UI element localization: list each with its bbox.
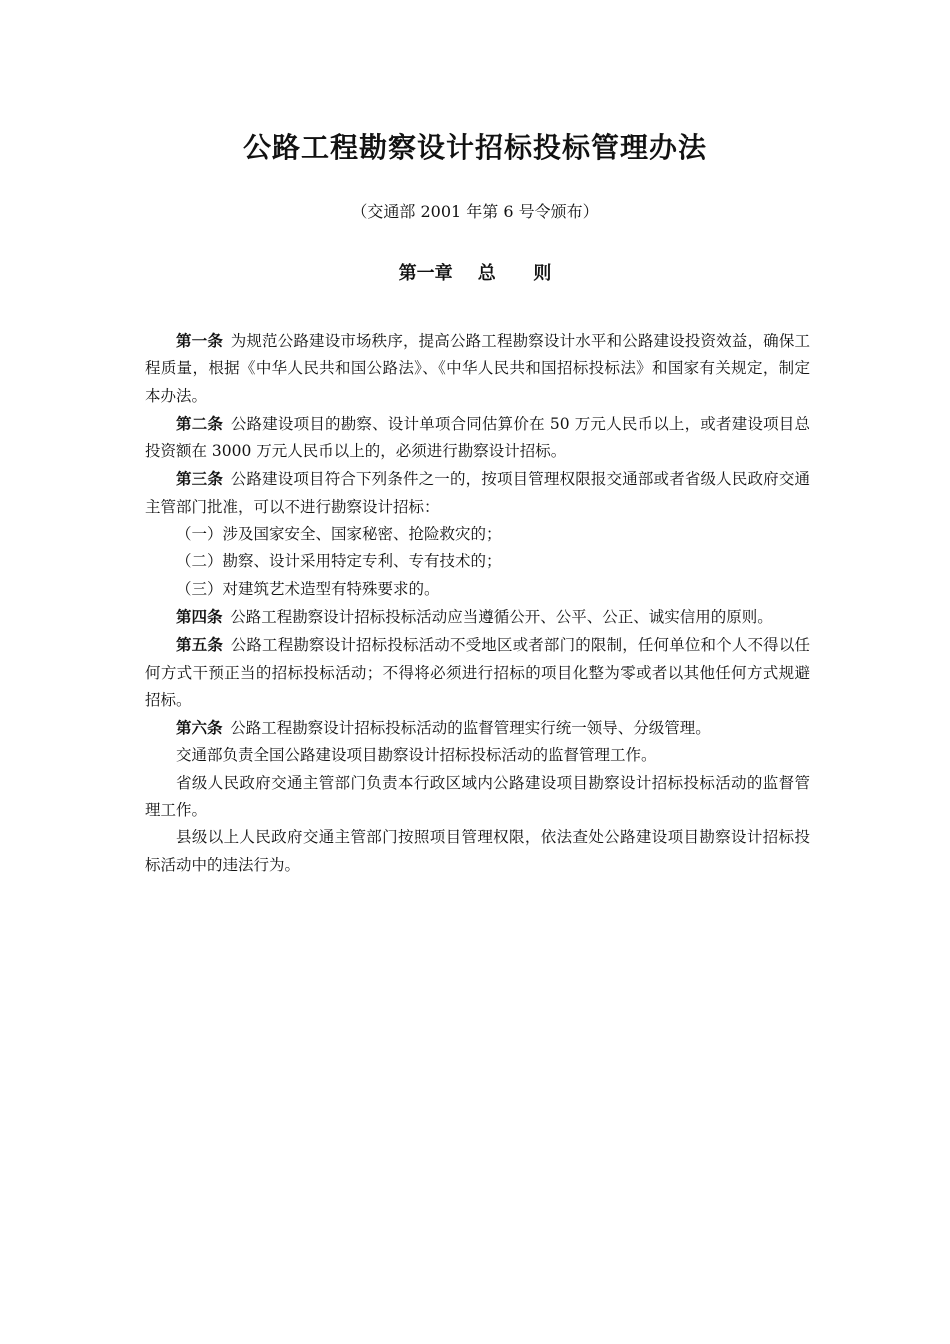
article-text: 公路建设项目的勘察、设计单项合同估算价在 50 万元人民币以上，或者建设项目总投资额在 3000 万元人民币以上的，必须进行勘察设计招标。 [145, 414, 810, 461]
document-subtitle: （交通部 2001 年第 6 号令颁布） [351, 202, 599, 221]
article-label: 第五条 [176, 635, 223, 655]
article-label: 第三条 [176, 469, 223, 489]
article-label: 第四条 [176, 606, 223, 626]
article-2 [145, 410, 810, 466]
paragraph [145, 742, 810, 769]
article-1 [145, 327, 810, 410]
paragraph [145, 824, 810, 879]
document-body [145, 327, 810, 879]
document-title: 公路工程勘察设计招标投标管理办法 [242, 131, 707, 164]
list-item-text: （二）勘察、设计采用特定专利、专有技术的； [176, 552, 502, 571]
article-text: 为规范公路建设市场秩序，提高公路工程勘察设计水平和公路建设投资效益，确保工程质量，根据《中华人民共和国公路法》、《中华人民共和国招标投标法》和国家有关规定，制定本办法。 [145, 332, 810, 405]
article-4 [145, 603, 810, 631]
article-text: 公路工程勘察设计招标投标活动的监督管理实行统一领导、分级管理。 [230, 719, 711, 738]
list-item-2 [145, 548, 810, 575]
paragraph-text: 县级以上人民政府交通主管部门按照项目管理权限，依法查处公路建设项目勘察设计招标投标活动中的违法行为。 [145, 828, 810, 874]
list-item-1 [145, 521, 810, 548]
list-item-3 [145, 576, 810, 603]
chapter-title: 第一章 总 则 [398, 263, 552, 284]
paragraph [145, 770, 810, 825]
paragraph-text: 交通部负责全国公路建设项目勘察设计招标投标活动的监督管理工作。 [176, 746, 657, 765]
article-text: 公路工程勘察设计招标投标活动应当遵循公开、公平、公正、诚实信用的原则。 [230, 607, 773, 626]
paragraph-text: 省级人民政府交通主管部门负责本行政区域内公路建设项目勘察设计招标投标活动的监督管理工作。 [145, 773, 810, 820]
article-label: 第一条 [176, 331, 223, 350]
list-item-text: （三）对建筑艺术造型有特殊要求的。 [176, 579, 440, 598]
article-text: 公路建设项目符合下列条件之一的，按项目管理权限报交通部或者省级人民政府交通主管部门批准，可以不进行勘察设计招标： [145, 470, 810, 516]
article-label: 第二条 [176, 413, 224, 433]
article-label: 第六条 [176, 718, 223, 738]
list-item-text: （一）涉及国家安全、国家秘密、抢险救灾的； [176, 525, 502, 544]
article-5 [145, 631, 810, 714]
article-6 [145, 714, 810, 742]
article-3 [145, 465, 810, 521]
article-text: 公路工程勘察设计招标投标活动不受地区或者部门的限制，任何单位和个人不得以任何方式干预正当的招标投标活动；不得将必须进行招标的项目化整为零或者以其他任何方式规避招标。 [145, 636, 810, 709]
